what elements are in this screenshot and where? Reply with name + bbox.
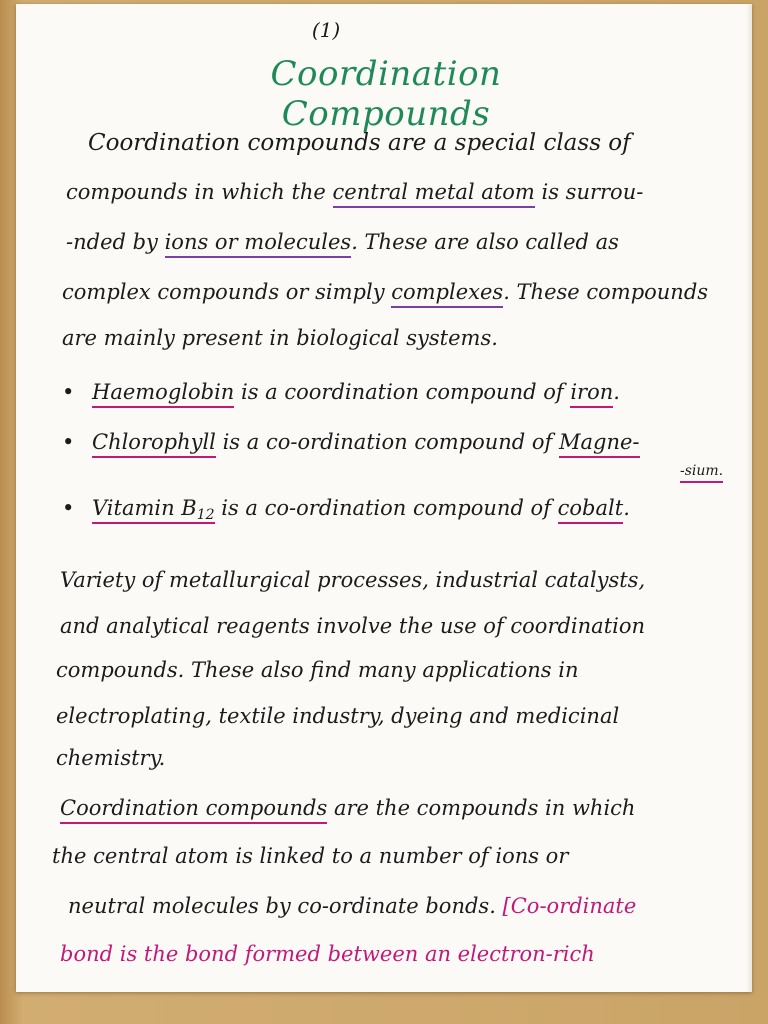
para2-line3: compounds. These also find many applications in bbox=[56, 658, 579, 682]
para3-line3: neutral molecules by co-ordinate bonds. [Co-ordinate bbox=[68, 894, 637, 918]
para1-line3: -nded by ions or molecules. These are also called as bbox=[66, 232, 619, 253]
para2-line5: chemistry. bbox=[56, 746, 166, 770]
example-vitamin-b12: • Vitamin $B_{12}$ is a co-ordination compound of cobalt. bbox=[62, 496, 630, 523]
para3-line2: the central atom is linked to a number of ions or bbox=[52, 844, 569, 868]
para2-line1: Variety of metallurgical processes, industrial catalysts, bbox=[60, 568, 646, 592]
ions-or-molecules: ions or molecules bbox=[165, 230, 352, 258]
example-haemoglobin: • Haemoglobin is a coordination compound of iron. bbox=[62, 382, 620, 403]
para3-line4: bond is the bond formed between an electron-rich bbox=[60, 942, 595, 966]
central-metal-atom: central metal atom bbox=[333, 180, 535, 208]
coordination-compounds-term: Coordination compounds bbox=[60, 796, 327, 824]
para1-line5: are mainly present in biological systems. bbox=[62, 326, 498, 350]
complexes: complexes bbox=[391, 280, 503, 308]
para2-line4: electroplating, textile industry, dyeing and medicinal bbox=[56, 704, 620, 728]
example-chlorophyll: • Chlorophyll is a co-ordination compound of Magne- bbox=[62, 432, 640, 453]
coordinate-bond-definition-start: [Co-ordinate bbox=[502, 894, 637, 918]
para1-line2: compounds in which the central metal atom is surrou- bbox=[66, 182, 643, 203]
page-number: (1) bbox=[311, 18, 341, 42]
para1-line4: complex compounds or simply complexes. These compounds bbox=[62, 282, 708, 303]
para1-line1: Coordination compounds are a special class of bbox=[88, 130, 631, 156]
page-edge-shadow bbox=[746, 4, 752, 992]
para2-line2: and analytical reagents involve the use of coordination bbox=[60, 614, 646, 638]
para3-line1: Coordination compounds are the compounds in which bbox=[60, 798, 635, 819]
notebook-page bbox=[16, 4, 752, 992]
magnesium-continuation: -sium. bbox=[680, 464, 723, 478]
page-title: Coordination Compounds bbox=[270, 54, 502, 134]
